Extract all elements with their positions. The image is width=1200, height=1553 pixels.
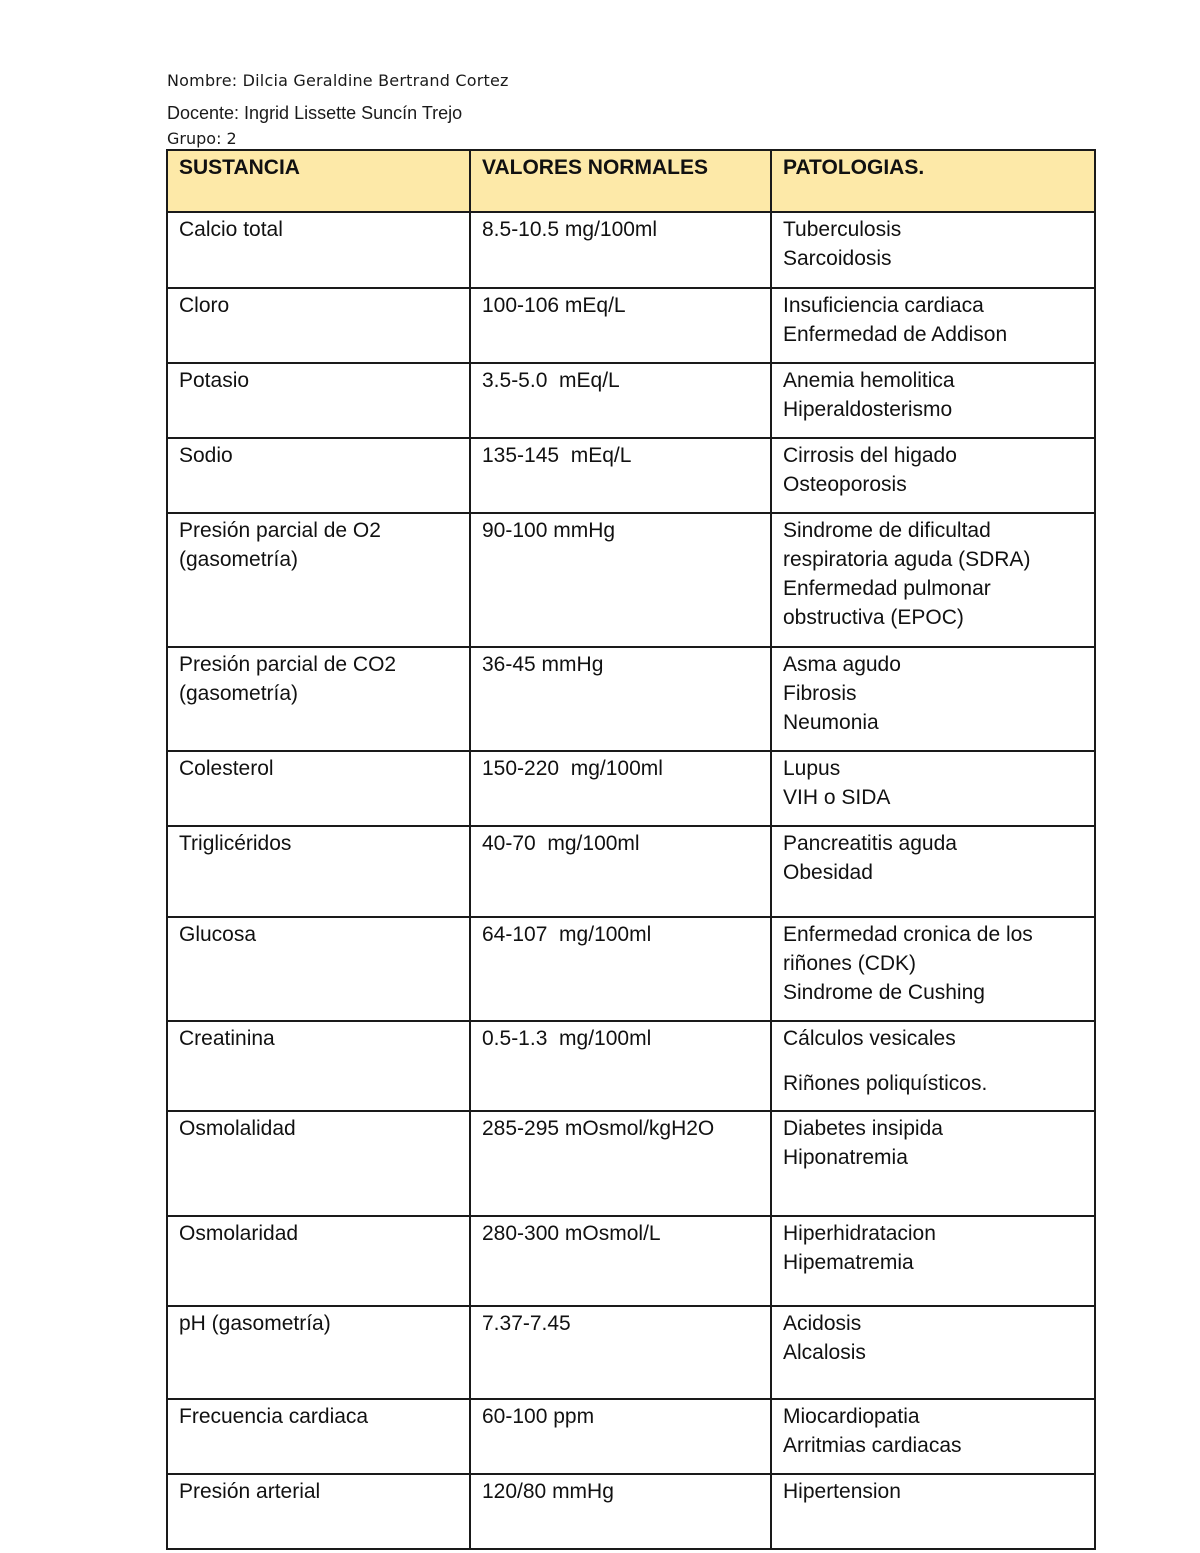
sustancia-text: Creatinina	[179, 1027, 275, 1050]
patologia-text: Osteoporosis	[783, 473, 907, 496]
valor-text: 150-220 mg/100ml	[482, 757, 663, 780]
patologia-text: Hiponatremia	[783, 1146, 908, 1169]
sustancia-text: Presión arterial	[179, 1480, 321, 1503]
cell-sustancia	[167, 288, 470, 363]
table-row	[167, 1306, 1095, 1399]
table-row	[167, 647, 1095, 751]
cell-sustancia	[167, 917, 470, 1021]
cell-patologias	[771, 647, 1095, 751]
patologia-text: Tuberculosis	[783, 218, 902, 241]
column-header-patologias: PATOLOGIAS.	[771, 150, 1095, 212]
cell-patologias	[771, 438, 1095, 513]
cell-patologias	[771, 1111, 1095, 1216]
patologia-text: Hiperaldosterismo	[783, 398, 953, 421]
patologia-text: Enfermedad de Addison	[783, 323, 1008, 346]
cell-sustancia	[167, 363, 470, 438]
table-row	[167, 288, 1095, 363]
column-header-sustancia: SUSTANCIA	[167, 150, 470, 212]
patologia-text: Asma agudo	[783, 653, 901, 676]
cell-sustancia	[167, 438, 470, 513]
cell-patologias	[771, 363, 1095, 438]
cell-patologias	[771, 288, 1095, 363]
table-row	[167, 751, 1095, 826]
valor-text: 90-100 mmHg	[482, 519, 616, 542]
table-row	[167, 917, 1095, 1021]
group-number: Grupo: 2	[167, 129, 237, 148]
sustancia-text: Presión parcial de CO2	[179, 653, 397, 676]
patologia-text: Enfermedad cronica de los	[783, 923, 1033, 946]
lab-values-table	[166, 149, 1096, 1550]
cell-valores-normales	[470, 647, 771, 751]
cell-valores-normales	[470, 1216, 771, 1306]
sustancia-text: pH (gasometría)	[179, 1312, 331, 1335]
cell-sustancia	[167, 212, 470, 288]
cell-patologias	[771, 1216, 1095, 1306]
table-row	[167, 1216, 1095, 1306]
sustancia-text: Triglicéridos	[179, 832, 292, 855]
patologia-text: respiratoria aguda (SDRA)	[783, 548, 1031, 571]
valor-text: 8.5-10.5 mg/100ml	[482, 218, 658, 241]
table-row	[167, 1111, 1095, 1216]
cell-valores-normales	[470, 363, 771, 438]
patologia-text: Cirrosis del higado	[783, 444, 957, 467]
valor-text: 280-300 mOsmol/L	[482, 1222, 661, 1245]
patologia-text: Lupus	[783, 757, 841, 780]
sustancia-text: Cloro	[179, 294, 230, 317]
valor-text: 0.5-1.3 mg/100ml	[482, 1027, 652, 1050]
cell-patologias	[771, 513, 1095, 647]
table-row	[167, 363, 1095, 438]
sustancia-text: Colesterol	[179, 757, 274, 780]
table-row	[167, 1021, 1095, 1111]
valor-text: 285-295 mOsmol/kgH2O	[482, 1117, 715, 1140]
patologia-text: Sarcoidosis	[783, 247, 892, 270]
table-row	[167, 826, 1095, 917]
patologia-text: Diabetes insipida	[783, 1117, 943, 1140]
patologia-text: Arritmias cardiacas	[783, 1434, 962, 1457]
cell-valores-normales	[470, 288, 771, 363]
cell-valores-normales	[470, 1474, 771, 1549]
cell-patologias	[771, 1021, 1095, 1111]
patologia-text: Cálculos vesicales	[783, 1027, 956, 1050]
cell-sustancia	[167, 1306, 470, 1399]
patologia-text: Hiperhidratacion	[783, 1222, 936, 1245]
valor-text: 64-107 mg/100ml	[482, 923, 652, 946]
student-name: Nombre: Dilcia Geraldine Bertrand Cortez	[167, 71, 509, 90]
cell-valores-normales	[470, 1111, 771, 1216]
column-header-valores: VALORES NORMALES	[470, 150, 771, 212]
table-row	[167, 1474, 1095, 1549]
cell-patologias	[771, 826, 1095, 917]
patologia-text: Insuficiencia cardiaca	[783, 294, 984, 317]
cell-valores-normales	[470, 826, 771, 917]
cell-valores-normales	[470, 751, 771, 826]
patologia-text: Acidosis	[783, 1312, 862, 1335]
cell-valores-normales	[470, 1399, 771, 1474]
cell-patologias	[771, 1474, 1095, 1549]
valor-text: 40-70 mg/100ml	[482, 832, 640, 855]
cell-sustancia	[167, 1111, 470, 1216]
cell-valores-normales	[470, 212, 771, 288]
patologia-text: Riñones poliquísticos.	[783, 1072, 988, 1095]
patologia-text: Sindrome de Cushing	[783, 981, 985, 1004]
sustancia-text: (gasometría)	[179, 548, 299, 571]
sustancia-text: Frecuencia cardiaca	[179, 1405, 369, 1428]
patologia-text: riñones (CDK)	[783, 952, 917, 975]
cell-sustancia	[167, 513, 470, 647]
cell-valores-normales	[470, 1306, 771, 1399]
teacher-name: Docente: Ingrid Lissette Suncín Trejo	[167, 103, 463, 123]
table-row	[167, 513, 1095, 647]
sustancia-text: Calcio total	[179, 218, 283, 241]
patologia-text: Fibrosis	[783, 682, 857, 705]
cell-sustancia	[167, 1474, 470, 1549]
cell-valores-normales	[470, 438, 771, 513]
cell-patologias	[771, 751, 1095, 826]
valor-text: 3.5-5.0 mEq/L	[482, 369, 620, 392]
cell-patologias	[771, 212, 1095, 288]
valor-text: 100-106 mEq/L	[482, 294, 626, 317]
patologia-text: Pancreatitis aguda	[783, 832, 957, 855]
valor-text: 135-145 mEq/L	[482, 444, 632, 467]
cell-sustancia	[167, 1216, 470, 1306]
valor-text: 120/80 mmHg	[482, 1480, 614, 1503]
cell-patologias	[771, 1306, 1095, 1399]
cell-sustancia	[167, 647, 470, 751]
cell-valores-normales	[470, 513, 771, 647]
patologia-text: Sindrome de dificultad	[783, 519, 991, 542]
patologia-text: Obesidad	[783, 861, 873, 884]
valor-text: 60-100 ppm	[482, 1405, 595, 1428]
table-body	[167, 212, 1095, 1549]
cell-sustancia	[167, 751, 470, 826]
sustancia-text: Sodio	[179, 444, 233, 467]
valor-text: 7.37-7.45	[482, 1312, 571, 1335]
cell-sustancia	[167, 1399, 470, 1474]
sustancia-text: Osmolalidad	[179, 1117, 296, 1140]
sustancia-text: Osmolaridad	[179, 1222, 299, 1245]
patologia-text: Miocardiopatia	[783, 1405, 920, 1428]
patologia-text: Anemia hemolitica	[783, 369, 955, 392]
sustancia-text: (gasometría)	[179, 682, 299, 705]
cell-sustancia	[167, 826, 470, 917]
cell-valores-normales	[470, 1021, 771, 1111]
valor-text: 36-45 mmHg	[482, 653, 604, 676]
patologia-text: obstructiva (EPOC)	[783, 606, 964, 629]
cell-sustancia	[167, 1021, 470, 1111]
patologia-text: Hipematremia	[783, 1251, 914, 1274]
patologia-text: Enfermedad pulmonar	[783, 577, 991, 600]
table-row	[167, 438, 1095, 513]
table-row	[167, 1399, 1095, 1474]
sustancia-text: Glucosa	[179, 923, 257, 946]
table-row	[167, 212, 1095, 288]
table-header-row	[167, 150, 1095, 212]
patologia-text: Alcalosis	[783, 1341, 866, 1364]
cell-valores-normales	[470, 917, 771, 1021]
cell-patologias	[771, 1399, 1095, 1474]
patologia-text: Hipertension	[783, 1480, 901, 1503]
cell-patologias	[771, 917, 1095, 1021]
sustancia-text: Potasio	[179, 369, 250, 392]
patologia-text: Neumonia	[783, 711, 879, 734]
sustancia-text: Presión parcial de O2	[179, 519, 381, 542]
patologia-text: VIH o SIDA	[783, 786, 891, 809]
